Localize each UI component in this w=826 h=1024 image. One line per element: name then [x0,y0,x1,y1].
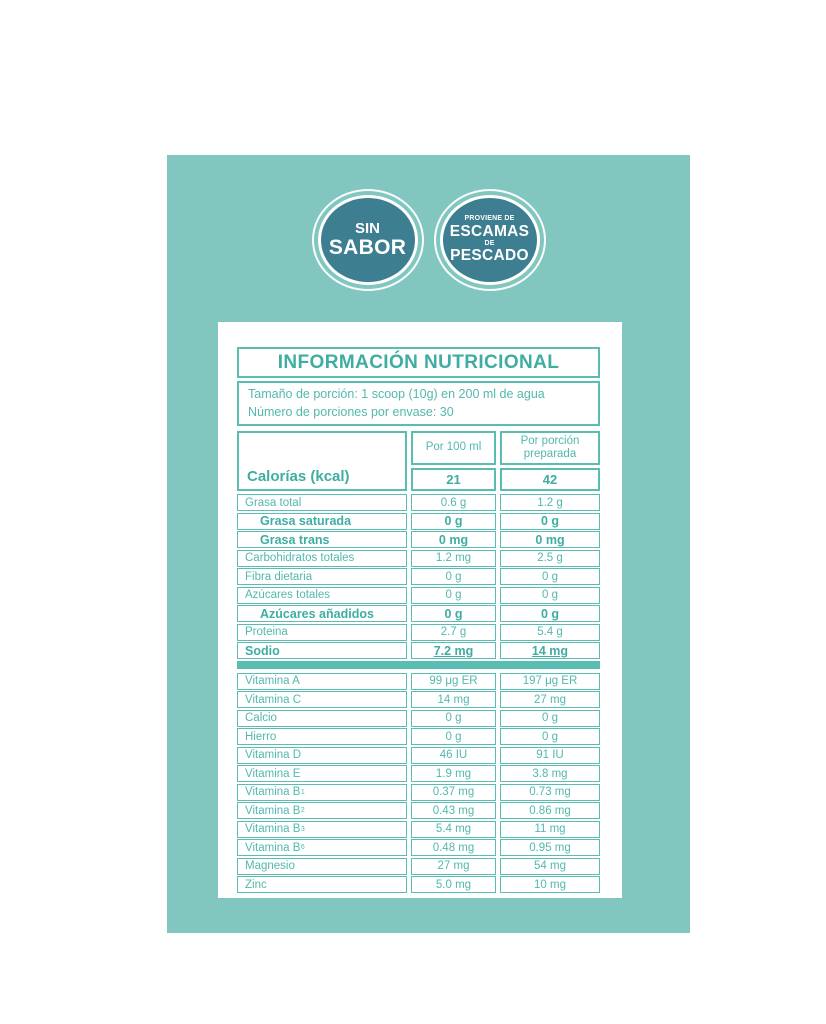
table-row [237,747,600,764]
nutrient-name-cell: Grasa trans [237,531,407,548]
table-row [237,765,600,782]
value-per-100ml-cell: 0.6 g [411,494,496,511]
nutrient-name-cell: Vitamina E [237,765,407,782]
value-per-100ml-cell: 99 μg ER [411,673,496,690]
table-row [237,587,600,604]
badge-text-line: PROVIENE DE [464,215,515,223]
serving-size-line: Tamaño de porción: 1 scoop (10g) en 200 ml de agua [248,387,545,401]
badge-sin-sabor [318,195,418,285]
value-per-portion-cell: 91 IU [500,747,600,764]
value-per-100ml-cell: 0 g [411,587,496,604]
nutrient-name-cell: Zinc [237,876,407,893]
servings-per-container-line: Número de porciones por envase: 30 [248,404,454,419]
table-row [237,673,600,690]
value-per-portion-cell: 0.73 mg [500,784,600,801]
calories-per-100ml: 21 [411,468,496,491]
table-row [237,624,600,641]
badge-text-line: SABOR [328,236,407,260]
section-divider-bar [237,661,600,669]
calories-per-portion: 42 [500,468,600,491]
table-row [237,568,600,585]
teal-panel [167,155,690,933]
nutrient-name-cell: Vitamina A [237,673,407,690]
badge-text-line: SIN [354,219,380,237]
table-row [237,605,600,622]
value-per-portion-cell: 0 mg [500,531,600,548]
value-per-portion-cell: 0 g [500,568,600,585]
table-row [237,642,600,659]
value-per-100ml-cell: 0 g [411,710,496,727]
value-per-portion-cell: 0 g [500,605,600,622]
value-per-portion-cell: 10 mg [500,876,600,893]
macronutrient-rows [237,494,600,659]
value-per-portion-cell: 27 mg [500,691,600,708]
nutrient-name-cell: Grasa saturada [237,513,407,530]
table-row [237,691,600,708]
nutrient-name-cell: Carbohidratos totales [237,550,407,567]
value-per-100ml-cell: 0 g [411,605,496,622]
value-per-100ml-cell: 7.2 mg [411,642,496,659]
table-row [237,550,600,567]
value-per-100ml-cell: 0 g [411,728,496,745]
table-row [237,876,600,893]
nutrient-name-cell: Vitamina B 1 [237,784,407,801]
badge-escamas-de-pescado [440,195,540,285]
nutrient-name-cell: Calcio [237,710,407,727]
table-row [237,513,600,530]
nutrient-name-cell: Proteina [237,624,407,641]
nutrient-name-cell: Vitamina C [237,691,407,708]
table-row [237,858,600,875]
value-per-portion-cell: 0.86 mg [500,802,600,819]
value-per-100ml-cell: 0 g [411,513,496,530]
serving-info-box [237,381,600,426]
nutrition-title: INFORMACIÓN NUTRICIONAL [237,347,600,378]
value-per-portion-cell: 0.95 mg [500,839,600,856]
value-per-portion-cell: 2.5 g [500,550,600,567]
value-per-100ml-cell: 1.2 mg [411,550,496,567]
value-per-portion-cell: 54 mg [500,858,600,875]
table-row [237,531,600,548]
table-row [237,784,600,801]
value-per-100ml-cell: 0.37 mg [411,784,496,801]
nutrient-name-cell: Fibra dietaria [237,568,407,585]
value-per-portion-cell: 0 g [500,513,600,530]
nutrient-name-cell: Azúcares añadidos [237,605,407,622]
value-per-portion-cell: 1.2 g [500,494,600,511]
nutrient-name-cell: Sodio [237,642,407,659]
value-per-portion-cell: 0 g [500,710,600,727]
nutrient-name-cell: Vitamina B 3 [237,821,407,838]
nutrient-name-cell: Vitamina B 6 [237,839,407,856]
value-per-portion-cell: 197 μg ER [500,673,600,690]
table-row [237,839,600,856]
micronutrient-rows [237,673,600,894]
nutrient-name-cell: Vitamina D [237,747,407,764]
nutrient-name-cell: Magnesio [237,858,407,875]
badge-row [167,195,690,285]
column-header-per-100ml: Por 100 ml [411,431,496,465]
calories-section [237,431,600,491]
value-per-portion-cell: 0 g [500,728,600,745]
nutrient-name-cell: Grasa total [237,494,407,511]
value-per-100ml-cell: 0 mg [411,531,496,548]
table-row [237,710,600,727]
value-per-100ml-cell: 46 IU [411,747,496,764]
value-per-100ml-cell: 5.4 mg [411,821,496,838]
value-per-100ml-cell: 0.48 mg [411,839,496,856]
table-row [237,728,600,745]
column-header-per-portion: Por porción preparada [500,431,600,465]
table-row [237,802,600,819]
value-per-portion-cell: 0 g [500,587,600,604]
value-per-portion-cell: 14 mg [500,642,600,659]
value-per-portion-cell: 11 mg [500,821,600,838]
value-per-portion-cell: 5.4 g [500,624,600,641]
nutrient-name-cell: Hierro [237,728,407,745]
calories-label: Calorías (kcal) [237,431,407,491]
value-per-100ml-cell: 5.0 mg [411,876,496,893]
table-row [237,821,600,838]
value-per-100ml-cell: 27 mg [411,858,496,875]
value-per-100ml-cell: 14 mg [411,691,496,708]
table-row [237,494,600,511]
value-per-100ml-cell: 2.7 g [411,624,496,641]
badge-text-line: ESCAMAS [449,222,530,240]
nutrition-card [218,322,622,898]
badge-text-line: PESCADO [450,247,529,265]
value-per-100ml-cell: 0.43 mg [411,802,496,819]
value-per-100ml-cell: 0 g [411,568,496,585]
nutrient-name-cell: Azúcares totales [237,587,407,604]
value-per-100ml-cell: 1.9 mg [411,765,496,782]
value-per-portion-cell: 3.8 mg [500,765,600,782]
nutrient-name-cell: Vitamina B 2 [237,802,407,819]
badge-text-line: DE [484,240,495,247]
